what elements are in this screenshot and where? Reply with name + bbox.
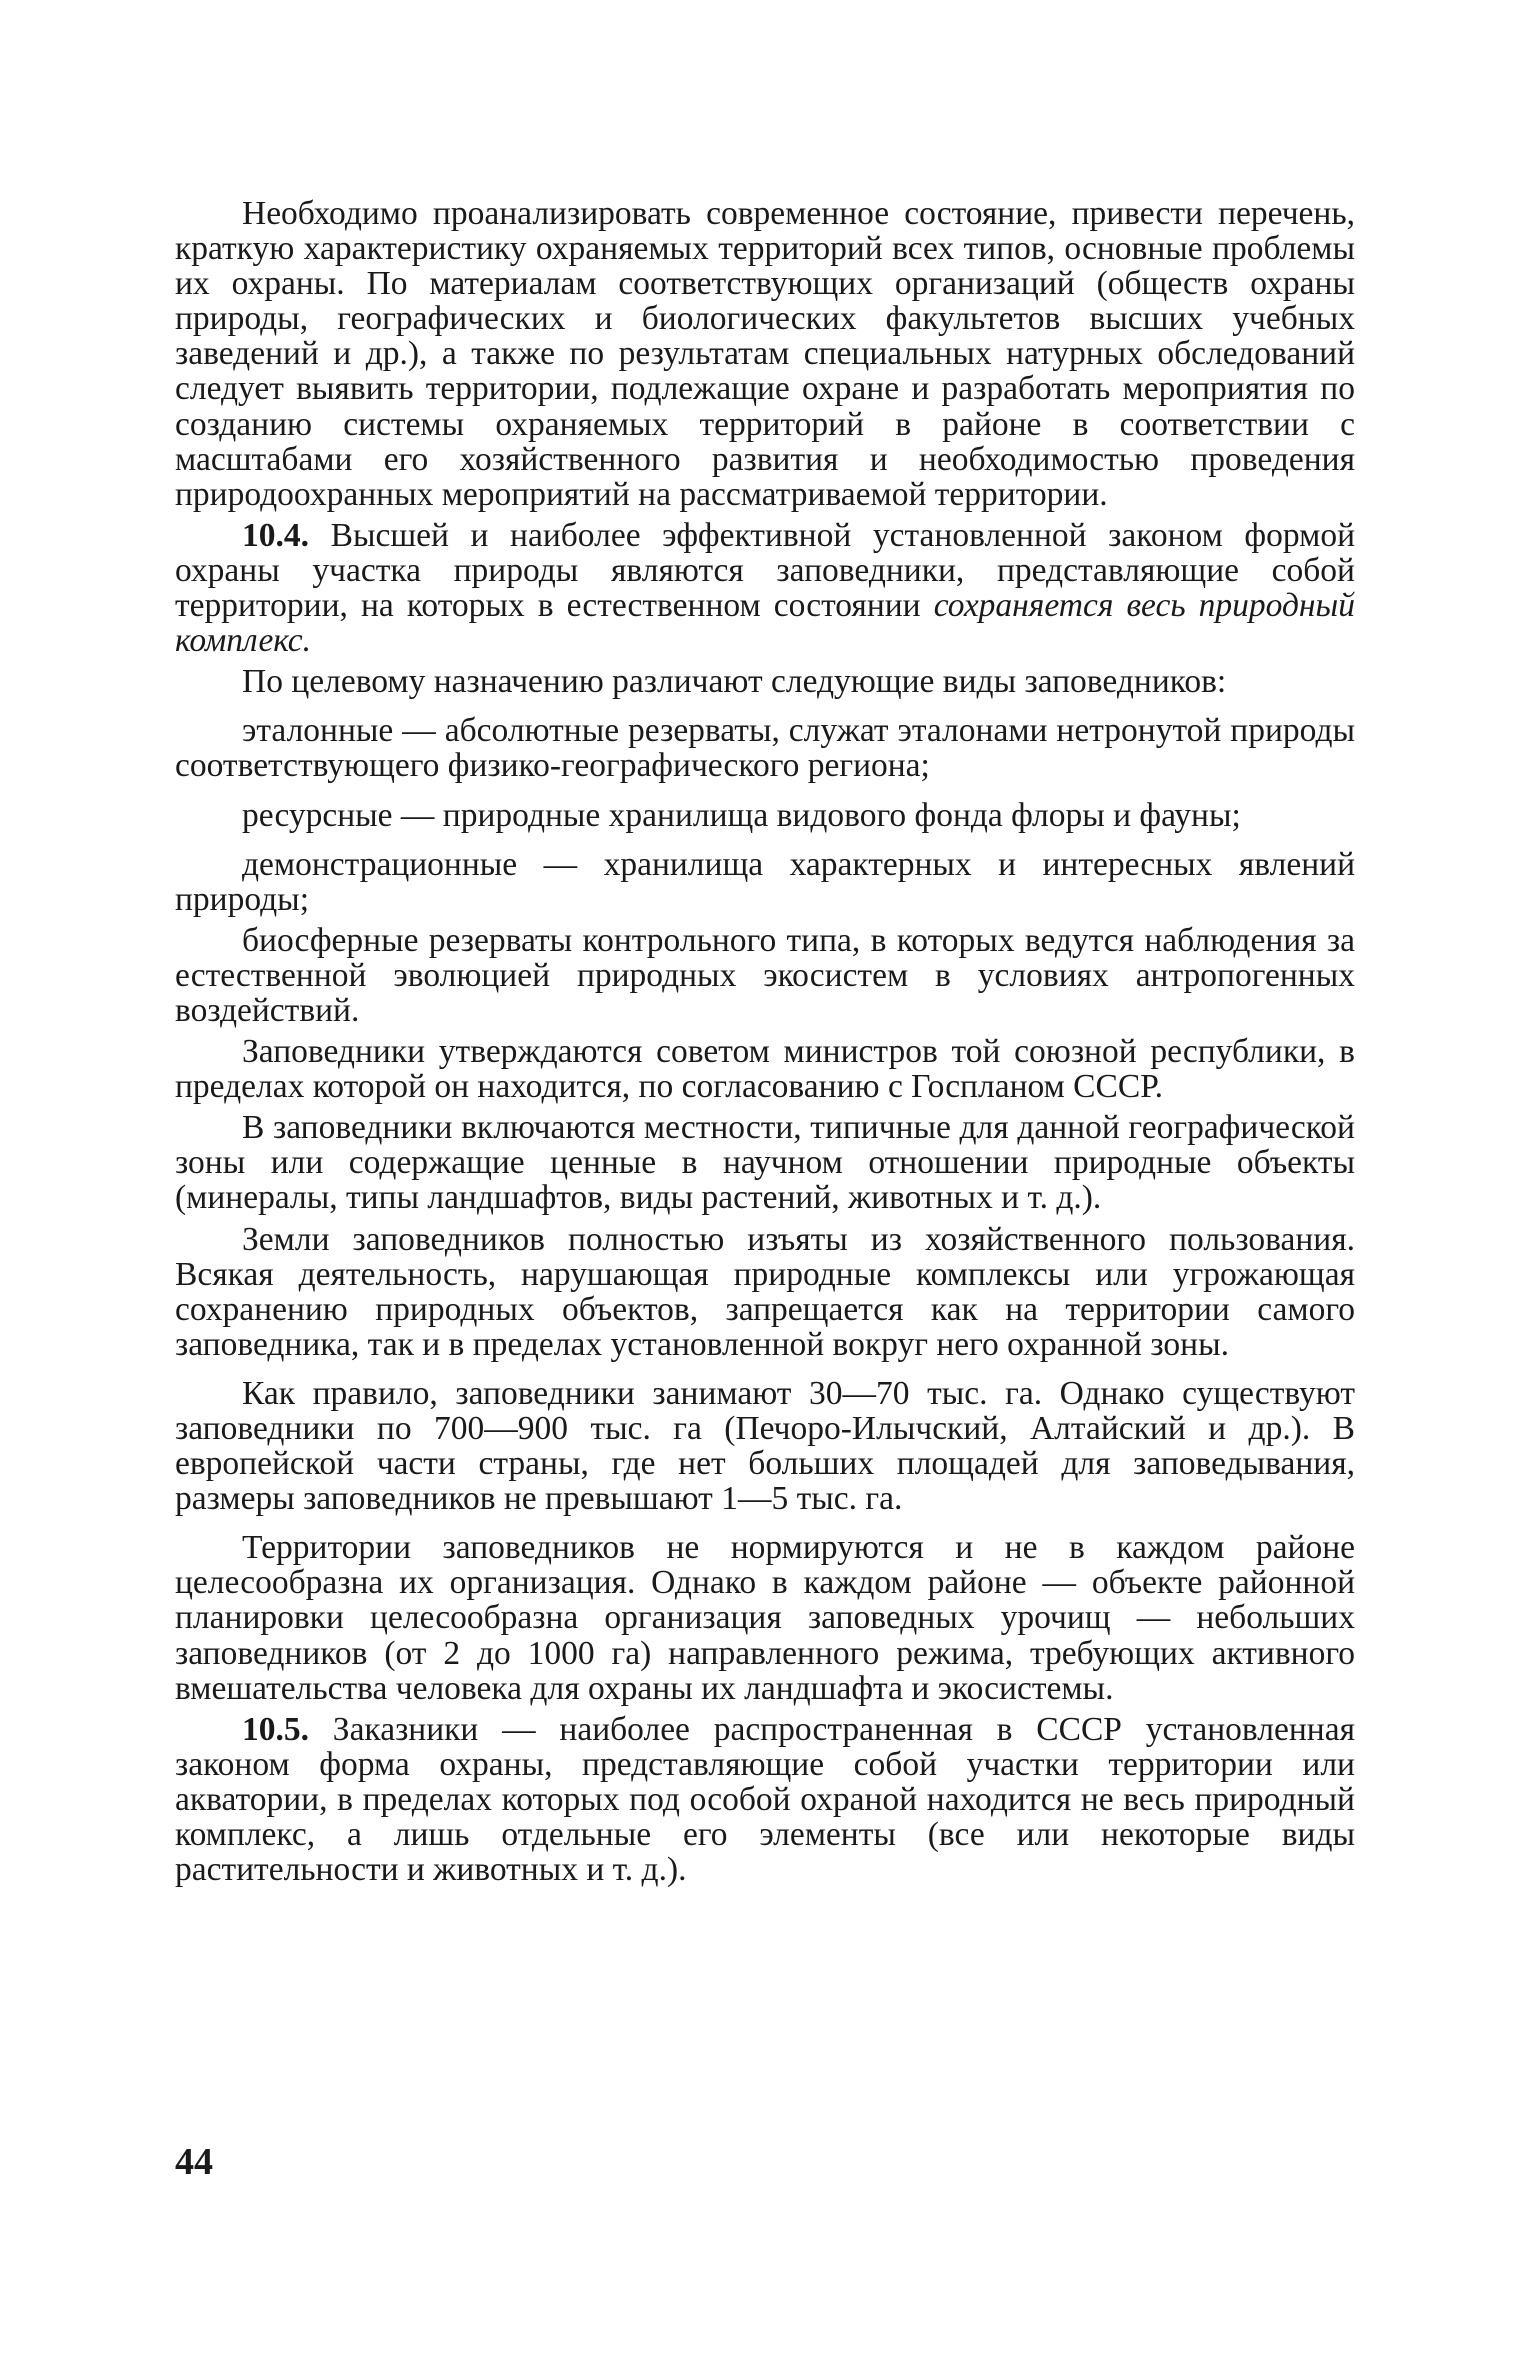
paragraph-1: Необходимо проанализировать современное состояние, привести перечень, краткую характеристику охраняемых территорий всех типов, основные проблемы их охраны. По материалам соответствующих организаций (обществ охраны природы, географических и биологических факультетов высших учебных заведений и др.), а также по результатам специальных натурных обследований следует выявить территории, подлежащие охране и разработать мероприятия по созданию системы охраняемых территорий в районе в соответствии с масштабами его хозяйственного развития и необходимостью проведения природоохранных мероприятий на рассматриваемой территории. bbox=[175, 195, 1355, 513]
paragraph-territories: Территории заповедников не нормируются и не в каждом районе целесообразна их организация. Однако в каждом районе — объекте районной планировки целесообразна организация заповедных урочищ — небольших заповедников (от 2 до 1000 га) направленного режима, требующих активного вмешательства человека для охраны их ландшафта и экосистемы. bbox=[175, 1529, 1355, 1707]
list-item-etalon: эталонные — абсолютные резерваты, служат эталонами нетронутой природы соответствующего физико-географического региона; bbox=[175, 712, 1355, 785]
paragraph-included: В заповедники включаются местности, типичные для данной географической зоны или содержащие ценные в научном отношении природные объекты (минералы, типы ландшафтов, виды растений, животных и т. д.). bbox=[175, 1109, 1355, 1217]
italic-phrase: сохраняется весь природный комплекс. bbox=[175, 587, 1355, 660]
paragraph-10-5: 10.5. Заказники — наиболее распространенная в СССР установленная законом форма охраны, представляющие собой участки территории или акватории, в пределах которых под особой охраной находится не весь природный комплекс, а лишь отдельные его элементы (все или некоторые виды растительности и животных и т. д.). bbox=[175, 1710, 1356, 1889]
paragraph-10-4: 10.4. Высшей и наиболее эффективной установленной законом формой охраны участка природы являются заповедники, представляющие собой территории, на которых в естественном состоянии сохраняется весь природный комплекс. bbox=[175, 516, 1356, 660]
paragraph-types-intro: По целевому назначению различают следующие виды заповедников: bbox=[242, 663, 1227, 701]
list-item-demo: демонстрационные — хранилища характерных и интересных явлений природы; bbox=[175, 845, 1355, 918]
list-item-resource: ресурсные — природные хранилища видового фонда флоры и фауны; bbox=[242, 796, 1241, 834]
section-number-10-5: 10.5. bbox=[242, 1710, 309, 1748]
page-number: 44 bbox=[175, 2141, 213, 2183]
list-item-biosphere: биосферные резерваты контрольного типа, в которых ведутся наблюдения за естественной эволюцией природных экосистем в условиях антропогенных воздействий. bbox=[175, 921, 1355, 1029]
page-text-body bbox=[175, 196, 1355, 1887]
paragraph-lands: Земли заповедников полностью изъяты из хозяйственного пользования. Всякая деятельность, нарушающая природные комплексы или угрожающая сохранению природных объектов, запрещается как на территории самого заповедника, так и в пределах установленной вокруг него охранной зоны. bbox=[175, 1220, 1355, 1363]
section-number-10-4: 10.4. bbox=[242, 516, 309, 554]
paragraph-approval: Заповедники утверждаются советом министров той союзной республики, в пределах которой он находится, по согласованию с Госпланом СССР. bbox=[175, 1033, 1355, 1106]
paragraph-sizes: Как правило, заповедники занимают 30—70 тыс. га. Однако существуют заповедники по 700—900 тыс. га (Печоро-Илычский, Алтайский и др.). В европейской части страны, где нет больших площадей для заповедывания, размеры заповедников не превышают 1—5 тыс. га. bbox=[175, 1374, 1355, 1518]
